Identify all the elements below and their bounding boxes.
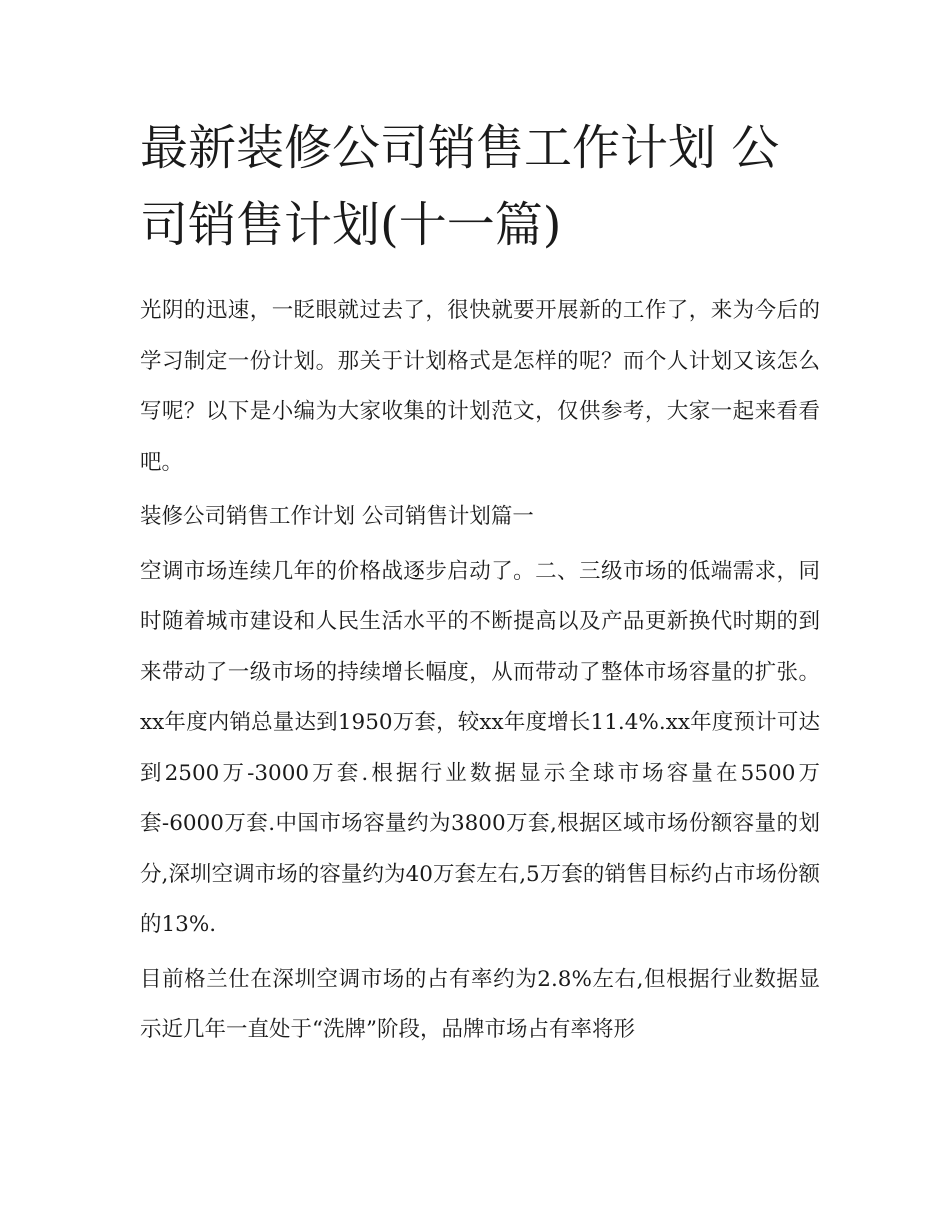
body-paragraph: 目前格兰仕在深圳空调市场的占有率约为2.8%左右,但根据行业数据显示近几年一直处于“洗牌”阶段，品牌市场占有率将形: [140, 966, 820, 1042]
body-paragraph: 空调市场连续几年的价格战逐步启动了。二、三级市场的低端需求，同时随着城市建设和人民生活水平的不断提高以及产品更新换代时期的到来带动了一级市场的持续增长幅度，从而带动了整体市场容量的扩张。xx年度内销总量达到1950万套，较xx年度增长11.4%.xx年度预计可达到2500万-3000万套.根据行业数据显示全球市场容量在5500万套-6000万套.中国市场容量约为3800万套,根据区域市场份额容量的划分,深圳空调市场的容量约为40万套左右,5万套的销售目标约占市场份额的13%.: [140, 558, 820, 937]
document-page: [140, 110, 820, 1056]
document-body: [140, 286, 820, 1056]
document-title: 最新装修公司销售工作计划 公司销售计划(十一篇): [140, 120, 780, 253]
section-heading: 装修公司销售工作计划 公司销售计划篇一: [140, 504, 534, 529]
intro-paragraph: 光阴的迅速，一眨眼就过去了，很快就要开展新的工作了，来为今后的学习制定一份计划。那关于计划格式是怎样的呢？而个人计划又该怎么写呢？以下是小编为大家收集的计划范文，仅供参考，大家一起来看看吧。: [140, 298, 820, 475]
